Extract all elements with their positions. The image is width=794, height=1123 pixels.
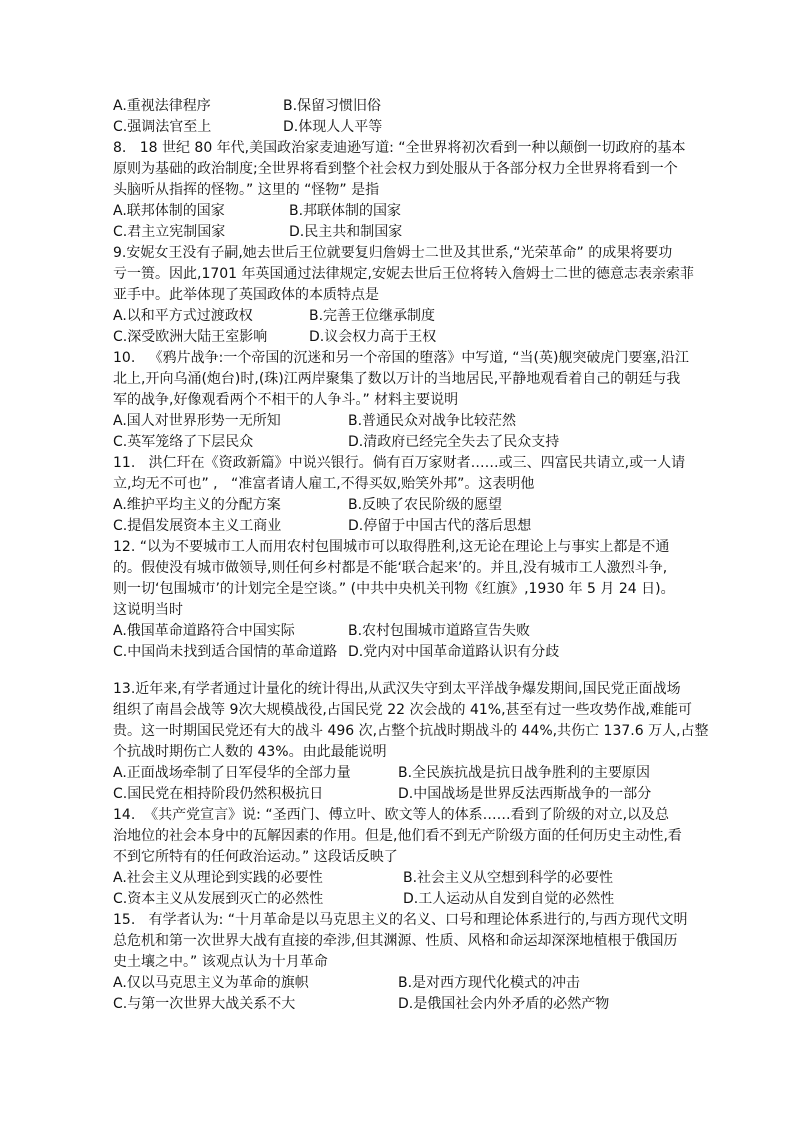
option-row bbox=[113, 763, 753, 784]
option-row bbox=[113, 994, 753, 1015]
option-row bbox=[113, 784, 753, 805]
option-row bbox=[113, 642, 753, 663]
option-row bbox=[113, 495, 753, 516]
question-stem-line: 贵。这一时期国民党还有大的战斗 496 次,占整个抗战时期战斗的 44%,共伤亡 137.6 万人,占整 bbox=[113, 723, 709, 739]
question-stem-line: 北上,开向乌涌(炮台)时,(珠)江两岸聚集了数以万计的当地居民,平静地观看着自己的朝廷与我 bbox=[113, 371, 681, 387]
option-c: C.英军笼络了下层民众 bbox=[113, 434, 254, 450]
question-stem-line: 治地位的社会本身中的瓦解因素的作用。但是,他们看不到无产阶级方面的任何历史主动性,看 bbox=[113, 828, 682, 844]
question-stem-line: 组织了南昌会战等 9次大规模战役,占国民党 22 次会战的 41%,甚至有过一些攻势作战,难能可 bbox=[113, 702, 692, 718]
option-row bbox=[113, 306, 753, 327]
question-stem-line: 原则为基础的政治制度;全世界将看到整个社会权力到处服从于各部分权力全世界将看到一个 bbox=[113, 161, 678, 177]
exam-page bbox=[113, 96, 753, 1015]
option-d: D.是俄国社会内外矛盾的必然产物 bbox=[398, 996, 610, 1012]
question-10 bbox=[113, 348, 753, 453]
option-a: A.以和平方式过渡政权 bbox=[113, 308, 253, 324]
option-a: A.国人对世界形势一无所知 bbox=[113, 413, 281, 429]
option-a: A.社会主义从理论到实践的必要性 bbox=[113, 870, 323, 886]
question-stem-line: 史土壤之中。” 该观点认为十月革命 bbox=[113, 954, 328, 970]
question-9 bbox=[113, 243, 753, 348]
option-row bbox=[113, 516, 753, 537]
question-stem-line: 11. 洪仁玕在《资政新篇》中说兴银行。倘有百万家财者……或三、四富民共请立,或一人请 bbox=[113, 455, 686, 471]
question-stem-line: 10. 《鸦片战争:一个帝国的沉迷和另一个帝国的堕落》中写道, “当(英)舰突破虎门要塞,沿江 bbox=[113, 350, 689, 366]
question-stem-line: 15. 有学者认为: “十月革命是以马克思主义的名义、口号和理论体系进行的,与西方现代文明 bbox=[113, 912, 688, 928]
option-d: D.议会权力高于王权 bbox=[309, 329, 437, 345]
option-b: B.完善王位继承制度 bbox=[309, 308, 436, 324]
question-stem-line: 的。假使没有城市做领导,则任何乡村都是不能‘联合起来’的。并且,没有城市工人激烈斗争, bbox=[113, 560, 668, 576]
option-row bbox=[113, 621, 753, 642]
option-b: B.反映了农民阶级的愿望 bbox=[348, 497, 503, 513]
option-d: D.清政府已经完全失去了民众支持 bbox=[348, 434, 560, 450]
question-8 bbox=[113, 138, 753, 243]
option-row bbox=[113, 327, 753, 348]
question-stem-line: 立,均无不可也” , “准富者请人雇工,不得买奴,贻笑外邦”。这表明他 bbox=[113, 476, 535, 492]
option-c: C.与第一次世界大战关系不大 bbox=[113, 996, 296, 1012]
option-row bbox=[113, 222, 753, 243]
option-b: B.社会主义从空想到科学的必要性 bbox=[403, 870, 614, 886]
option-c: C.提倡发展资本主义工商业 bbox=[113, 518, 282, 534]
option-a: A.重视法律程序 bbox=[113, 98, 211, 114]
option-d: D.停留于中国古代的落后思想 bbox=[348, 518, 532, 534]
question-stem-line: 这说明当时 bbox=[113, 602, 183, 618]
question-stem-line: 8. 18 世纪 80 年代,美国政治家麦迪逊写道: “全世界将初次看到一种以颠倒一切政府的基本 bbox=[113, 140, 686, 156]
option-row bbox=[113, 201, 753, 222]
option-c: C.强调法官至上 bbox=[113, 119, 212, 135]
question-stem-line: 则一切‘包围城市’的计划完全是空谈。” (中共中央机关刊物《红旗》,1930 年 5 月 24 日)。 bbox=[113, 581, 675, 597]
option-c: C.深受欧洲大陆王室影响 bbox=[113, 329, 268, 345]
option-b: B.全民族抗战是抗日战争胜利的主要原因 bbox=[398, 765, 651, 781]
question-15 bbox=[113, 910, 753, 1015]
question-stem-line: 14. 《共产党宣言》说: “圣西门、傅立叶、欧文等人的体系……看到了阶级的对立,以及总 bbox=[113, 807, 670, 823]
option-b: B.农村包围城市道路宣告失败 bbox=[348, 623, 531, 639]
question-stem-line: 亚手中。此举体现了英国政体的本质特点是 bbox=[113, 287, 379, 303]
option-a: A.维护平均主义的分配方案 bbox=[113, 497, 281, 513]
question-stem-line: 12. “以为不要城市工人而用农村包围城市可以取得胜利,这无论在理论上与事实上都是不通 bbox=[113, 539, 670, 555]
option-d: D.工人运动从自发到自觉的必然性 bbox=[403, 891, 615, 907]
option-row bbox=[113, 432, 753, 453]
question-13 bbox=[113, 679, 753, 805]
option-b: B.是对西方现代化模式的冲击 bbox=[398, 975, 581, 991]
question-stem-line: 9.安妮女王没有子嗣,她去世后王位就要复归詹姆士二世及其世系,“光荣革命” 的成果将要功 bbox=[113, 245, 673, 261]
option-row bbox=[113, 889, 753, 910]
question-14 bbox=[113, 805, 753, 910]
question-stem-line: 个抗战时期伤亡人数的 43%。由此最能说明 bbox=[113, 744, 387, 760]
option-c: C.国民党在相持阶段仍然积极抗日 bbox=[113, 786, 324, 802]
option-b: B.普通民众对战争比较茫然 bbox=[348, 413, 517, 429]
option-d: D.体现人人平等 bbox=[283, 119, 383, 135]
option-a: A.联邦体制的国家 bbox=[113, 203, 225, 219]
question-stem-line: 亏一篑。因此,1701 年英国通过法律规定,安妮去世后王位将转入詹姆士二世的德意志表亲索菲 bbox=[113, 266, 694, 282]
option-row bbox=[113, 868, 753, 889]
option-a: A.正面战场牵制了日军侵华的全部力量 bbox=[113, 765, 351, 781]
option-c: C.资本主义从发展到灭亡的必然性 bbox=[113, 891, 324, 907]
option-b: B.邦联体制的国家 bbox=[289, 203, 402, 219]
option-b: B.保留习惯旧俗 bbox=[283, 98, 382, 114]
question-stem-line: 总危机和第一次世界大战有直接的牵涉,但其渊源、性质、风格和命运却深深地植根于俄国历 bbox=[113, 933, 678, 949]
question-stem-line: 头脑听从指挥的怪物。” 这里的 “怪物” 是指 bbox=[113, 182, 380, 198]
option-row bbox=[113, 973, 753, 994]
option-row bbox=[113, 117, 753, 138]
option-row bbox=[113, 96, 753, 117]
question-stem-line: 不到它所特有的任何政治运动。” 这段话反映了 bbox=[113, 849, 398, 865]
option-a: A.俄国革命道路符合中国实际 bbox=[113, 623, 295, 639]
option-d: D.党内对中国革命道路认识有分歧 bbox=[348, 644, 560, 660]
option-a: A.仅以马克思主义为革命的旗帜 bbox=[113, 975, 309, 991]
option-row bbox=[113, 411, 753, 432]
question-11 bbox=[113, 453, 753, 537]
option-c: C.君主立宪制国家 bbox=[113, 224, 226, 240]
option-d: D.中国战场是世界反法西斯战争的一部分 bbox=[398, 786, 652, 802]
question-12 bbox=[113, 537, 753, 663]
question-stem-line: 13.近年来,有学者通过计量化的统计得出,从武汉失守到太平洋战争爆发期间,国民党正面战场 bbox=[113, 681, 681, 697]
question-stem-line: 军的战争,好像观看两个不相干的人争斗。” 材料主要说明 bbox=[113, 392, 459, 408]
option-c: C.中国尚未找到适合国情的革命道路 bbox=[113, 644, 338, 660]
option-d: D.民主共和制国家 bbox=[289, 224, 403, 240]
